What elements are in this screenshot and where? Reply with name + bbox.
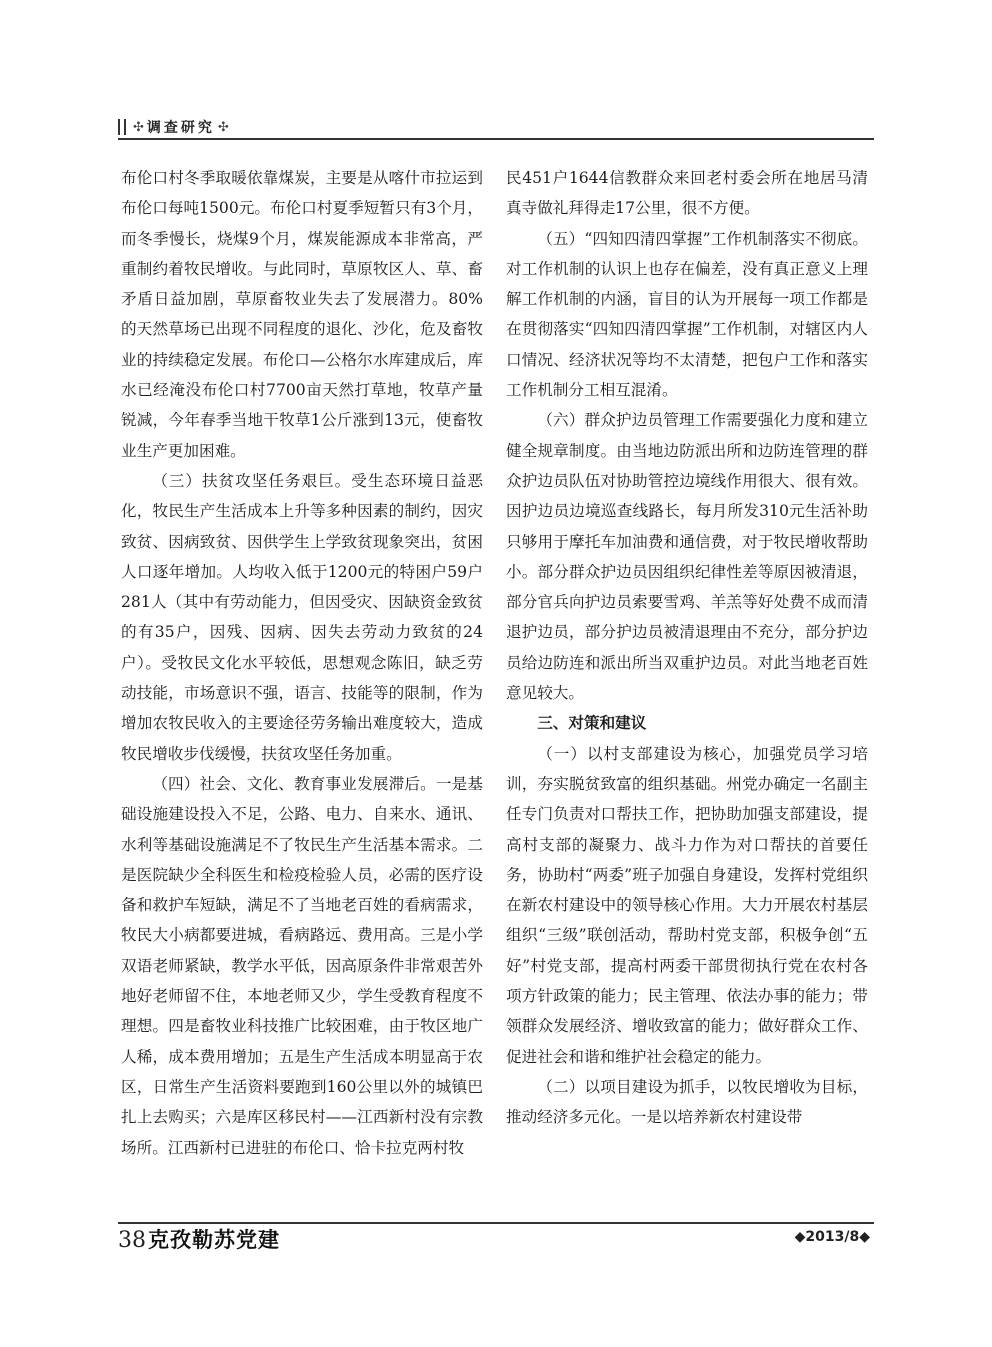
page-number: 38 xyxy=(118,1228,146,1253)
section-heading: 三、对策和建议 xyxy=(537,714,647,733)
paragraph: （一）以村支部建设为核心，加强党员学习培训，夯实脱贫致富的组织基础。州党办确定一名副主任专门负责对口帮扶工作，把协助加强支部建设，提高村支部的凝聚力、战斗力作为对口帮扶的首要任务，协助村“两委”班子加强自身建设，发挥村党组织在新农村建设中的领导核心作用。大力开展农村基层组织“三级”联创活动，帮助村党支部，积极争创“五好”村党支部，提高村两委干部贯彻执行党在农村各项方针政策的能力；民主管理、依法办事的能力；带领群众发展经济、增收致富的能力；做好群众工作、促进社会和谐和维护社会稳定的能力。 xyxy=(506,744,868,1066)
cross-ornament-icon: ✣ xyxy=(133,119,144,135)
paragraph: （四）社会、文化、教育事业发展滞后。一是基础设施建设投入不足，公路、电力、自来水、通讯、水利等基础设施满足不了牧民生产生活基本需求。二是医院缺少全科医生和检疫检验人员，必需的医疗设备和救护车短缺，满足不了当地老百姓的看病需求，牧民大小病都要进城，看病路远、费用高。三是小学双语老师紧缺，教学水平低，因高原条件非常艰苦外地好老师留不住，本地老师又少，学生受教育程度不理想。四是畜牧业科技推广比较困难，由于牧区地广人稀，成本费用增加；五是生产生活成本明显高于农区，日常生产生活资料要跑到160公里以外的城镇巴扎上去购买；六是库区移民村——江西新村没有宗教场所。江西新村已进驻的布伦口、恰卡拉克两村牧 xyxy=(121,774,483,1157)
left-column xyxy=(121,163,483,1163)
paragraph: （六）群众护边员管理工作需要强化力度和建立健全规章制度。由当地边防派出所和边防连管理的群众护边员队伍对协助管控边境线作用很大、很有效。因护边员边境巡查线路长，每月所发310元生活补助只够用于摩托车加油费和通信费，对于牧民增收帮助小。部分群众护边员因组织纪律性差等原因被清退，部分官兵向护边员索要雪鸡、羊羔等好处费不成而清退护边员，部分护边员被清退理由不充分，部分护边员给边防连和派出所当双重护边员。对此当地老百姓意见较大。 xyxy=(506,411,868,703)
journal-name: 克孜勒苏党建 xyxy=(148,1228,280,1252)
section-header xyxy=(118,117,232,137)
issue-date: ◆2013/8◆ xyxy=(794,1229,870,1245)
right-column xyxy=(506,163,868,1133)
header-rule xyxy=(118,138,874,140)
header-bars-icon xyxy=(118,119,126,135)
cross-ornament-icon: ✣ xyxy=(217,119,229,135)
paragraph: （五）“四知四清四掌握”工作机制落实不彻底。对工作机制的认识上也存在偏差，没有真正意义上理解工作机制的内涵，盲目的认为开展每一项工作都是在贯彻落实“四知四清四掌握”工作机制，对辖区内人口情况、经济状况等均不太清楚，把包户工作和落实工作机制分工相互混淆。 xyxy=(506,229,868,400)
paragraph: （二）以项目建设为抓手，以牧民增收为目标，推动经济多元化。一是以培养新农村建设带 xyxy=(506,1077,868,1127)
footer-left xyxy=(118,1224,280,1254)
paragraph: （三）扶贫攻坚任务艰巨。受生态环境日益恶化，牧民生产生活成本上升等多种因素的制约，因灾致贫、因病致贫、因供学生上学致贫现象突出，贫困人口逐年增加。人均收入低于1200元的特困户59户281人（其中有劳动能力，但因受灾、因缺资金致贫的有35户，因残、因病、因失去劳动力致贫的24户）。受牧民文化水平较低，思想观念陈旧，缺乏劳动技能，市场意识不强，语言、技能等的限制，作为增加农牧民收入的主要途径劳务输出难度较大，造成牧民增收步伐缓慢，扶贫攻坚任务加重。 xyxy=(121,471,483,763)
paragraph: 布伦口村冬季取暖依靠煤炭，主要是从喀什市拉运到布伦口每吨1500元。布伦口村夏季短暂只有3个月，而冬季慢长，烧煤9个月，煤炭能源成本非常高，严重制约着牧民增收。与此同时，草原牧区人、草、畜矛盾日益加剧，草原畜牧业失去了发展潜力。80%的天然草场已出现不同程度的退化、沙化，危及畜牧业的持续稳定发展。布伦口—公格尔水库建成后，库水已经淹没布伦口村7700亩天然打草地，牧草产量锐减，今年春季当地干牧草1公斤涨到13元，使畜牧业生产更加困难。 xyxy=(121,169,483,460)
paragraph: 民451户1644信教群众来回老村委会所在地居马清真寺做礼拜得走17公里，很不方便。 xyxy=(506,169,868,218)
section-title: 调查研究 xyxy=(146,120,215,136)
